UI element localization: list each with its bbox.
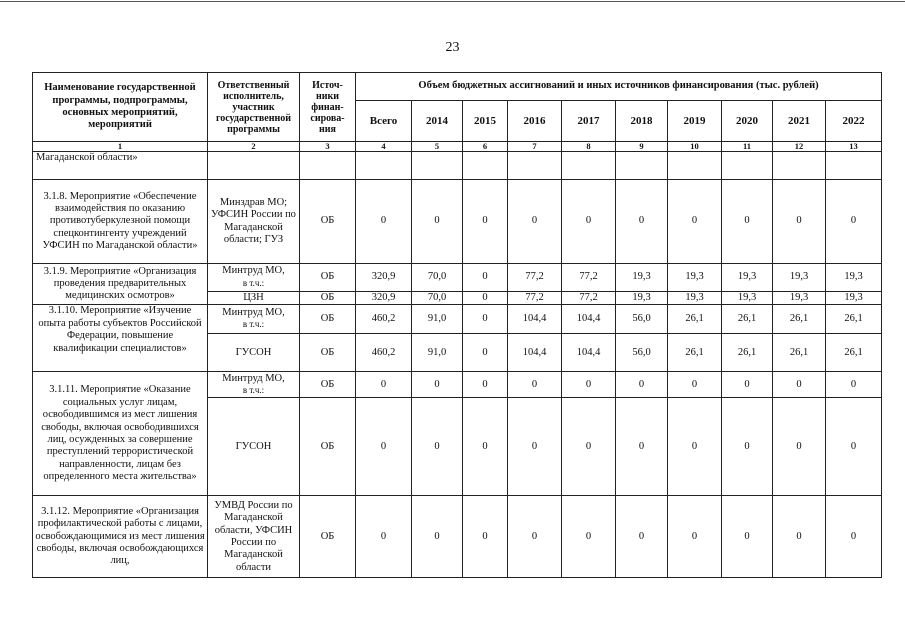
value-cell: 26,1: [826, 305, 882, 334]
empty-cell: [412, 152, 463, 180]
empty-cell: [616, 152, 668, 180]
value-cell: 0: [722, 372, 773, 398]
table-row: [33, 372, 882, 398]
value-cell: 19,3: [616, 292, 668, 305]
value-cell: 0: [508, 372, 562, 398]
column-number: 8: [562, 142, 616, 152]
value-cell: 0: [508, 180, 562, 264]
value-cell: 0: [412, 398, 463, 496]
value-cell: 0: [616, 398, 668, 496]
measure-name: 3.1.8. Мероприятие «Обеспечение взаимодействия по оказанию противотуберкулезной помощи спецконтингенту учреждений УФСИН по Магаданской области»: [33, 180, 208, 264]
value-cell: 70,0: [412, 292, 463, 305]
budget-table: [32, 72, 882, 578]
header-year: 2014: [412, 101, 463, 142]
header-total: Всего: [356, 101, 412, 142]
value-cell: 26,1: [668, 334, 722, 372]
column-number: 12: [773, 142, 826, 152]
value-cell: 0: [356, 496, 412, 578]
value-cell: 0: [463, 496, 508, 578]
value-cell: 56,0: [616, 334, 668, 372]
executor: ГУСОН: [208, 398, 300, 496]
empty-cell: [562, 152, 616, 180]
value-cell: 0: [562, 180, 616, 264]
column-number: 11: [722, 142, 773, 152]
empty-cell: [722, 152, 773, 180]
value-cell: 0: [508, 496, 562, 578]
value-cell: 0: [722, 398, 773, 496]
empty-cell: [300, 152, 356, 180]
funding-source: ОБ: [300, 264, 356, 292]
executor: Минздрав МО; УФСИН России по Магаданской области; ГУЗ: [208, 180, 300, 264]
value-cell: 26,1: [668, 305, 722, 334]
header-executor: Ответственный исполнитель, участник государственной программы: [208, 73, 300, 142]
header-volume: Объем бюджетных ассигнований и иных источников финансирования (тыс. рублей): [356, 73, 882, 101]
funding-source: ОБ: [300, 292, 356, 305]
funding-source: ОБ: [300, 372, 356, 398]
executor: ЦЗН: [208, 292, 300, 305]
executor-name: Минтруд МО,: [222, 265, 285, 277]
value-cell: 19,3: [668, 292, 722, 305]
value-cell: 0: [668, 496, 722, 578]
header-year: 2020: [722, 101, 773, 142]
value-cell: 0: [826, 372, 882, 398]
column-number-row: [33, 142, 882, 152]
value-cell: 77,2: [562, 292, 616, 305]
value-cell: 104,4: [562, 305, 616, 334]
empty-cell: [508, 152, 562, 180]
column-number: 2: [208, 142, 300, 152]
value-cell: 0: [722, 496, 773, 578]
value-cell: 19,3: [826, 264, 882, 292]
value-cell: 320,9: [356, 264, 412, 292]
value-cell: 0: [463, 398, 508, 496]
header-year: 2016: [508, 101, 562, 142]
value-cell: 26,1: [722, 334, 773, 372]
header-year: 2018: [616, 101, 668, 142]
empty-cell: [208, 152, 300, 180]
value-cell: 0: [773, 180, 826, 264]
funding-source: ОБ: [300, 180, 356, 264]
value-cell: 0: [773, 398, 826, 496]
header-row-1: [33, 73, 882, 101]
table-row: [33, 152, 882, 180]
value-cell: 0: [826, 398, 882, 496]
value-cell: 0: [562, 496, 616, 578]
value-cell: 0: [616, 372, 668, 398]
value-cell: 70,0: [412, 264, 463, 292]
value-cell: 26,1: [826, 334, 882, 372]
value-cell: 26,1: [722, 305, 773, 334]
table-row: [33, 305, 882, 334]
value-cell: 0: [826, 496, 882, 578]
executor: [208, 305, 300, 334]
empty-cell: [826, 152, 882, 180]
value-cell: 0: [412, 180, 463, 264]
funding-source: ОБ: [300, 334, 356, 372]
executor: ГУСОН: [208, 334, 300, 372]
value-cell: 26,1: [773, 334, 826, 372]
value-cell: 460,2: [356, 334, 412, 372]
value-cell: 0: [463, 334, 508, 372]
value-cell: 0: [722, 180, 773, 264]
funding-source: ОБ: [300, 305, 356, 334]
header-source: Источ-ники финан-сирова-ния: [300, 73, 356, 142]
value-cell: 19,3: [668, 264, 722, 292]
empty-cell: [668, 152, 722, 180]
table-row: [33, 496, 882, 578]
executor: [208, 264, 300, 292]
value-cell: 0: [463, 292, 508, 305]
value-cell: 19,3: [722, 264, 773, 292]
value-cell: 104,4: [508, 334, 562, 372]
value-cell: 77,2: [562, 264, 616, 292]
value-cell: 0: [412, 496, 463, 578]
header-year: 2017: [562, 101, 616, 142]
column-number: 7: [508, 142, 562, 152]
executor-name: Минтруд МО,: [222, 307, 285, 318]
value-cell: 19,3: [773, 264, 826, 292]
executor: УМВД России по Магаданской области, УФСИН России по Магаданской области: [208, 496, 300, 578]
value-cell: 0: [508, 398, 562, 496]
value-cell: 77,2: [508, 264, 562, 292]
header-year: 2015: [463, 101, 508, 142]
value-cell: 0: [356, 372, 412, 398]
header-year: 2022: [826, 101, 882, 142]
value-cell: 0: [668, 398, 722, 496]
value-cell: 26,1: [773, 305, 826, 334]
value-cell: 19,3: [722, 292, 773, 305]
value-cell: 0: [773, 496, 826, 578]
value-cell: 77,2: [508, 292, 562, 305]
value-cell: 0: [562, 398, 616, 496]
value-cell: 19,3: [773, 292, 826, 305]
value-cell: 0: [616, 496, 668, 578]
empty-cell: [463, 152, 508, 180]
executor-name: Минтруд МО,: [222, 372, 285, 384]
empty-cell: [773, 152, 826, 180]
value-cell: 0: [463, 264, 508, 292]
funding-source: ОБ: [300, 496, 356, 578]
value-cell: 19,3: [616, 264, 668, 292]
column-number: 5: [412, 142, 463, 152]
column-number: 1: [33, 142, 208, 152]
column-number: 3: [300, 142, 356, 152]
executor: [208, 372, 300, 398]
value-cell: 320,9: [356, 292, 412, 305]
value-cell: 56,0: [616, 305, 668, 334]
column-number: 6: [463, 142, 508, 152]
measure-name: 3.1.9. Мероприятие «Организация проведения предварительных медицинских осмотров»: [33, 264, 208, 305]
empty-cell: [356, 152, 412, 180]
value-cell: 0: [668, 372, 722, 398]
executor-note: в т.ч.:: [242, 319, 265, 330]
table-row: [33, 264, 882, 292]
value-cell: 0: [356, 180, 412, 264]
value-cell: 0: [562, 372, 616, 398]
value-cell: 0: [463, 372, 508, 398]
column-number: 4: [356, 142, 412, 152]
executor-note: в т.ч.:: [242, 384, 265, 395]
column-number: 13: [826, 142, 882, 152]
executor-note: в т.ч.:: [242, 277, 265, 288]
value-cell: 91,0: [412, 305, 463, 334]
header-year: 2019: [668, 101, 722, 142]
value-cell: 0: [463, 180, 508, 264]
measure-name: 3.1.11. Мероприятие «Оказание социальных услуг лицам, освободившимся из мест лишения свободы, включая освободившихся лиц, осужденных за совершение преступлений террористической направленности, лицам без определенного места жительства»: [33, 372, 208, 496]
value-cell: 0: [463, 305, 508, 334]
value-cell: 460,2: [356, 305, 412, 334]
measure-name: 3.1.12. Мероприятие «Организация профилактической работы с лицами, освобождающимися из мест лишения свободы, включая освобождающихся лиц,: [33, 496, 208, 578]
measure-name: 3.1.10. Мероприятие «Изучение опыта работы субъектов Российской Федерации, повышение квалификации специалистов»: [33, 305, 208, 372]
value-cell: 104,4: [508, 305, 562, 334]
page-number: 23: [445, 40, 460, 55]
value-cell: 0: [356, 398, 412, 496]
value-cell: 104,4: [562, 334, 616, 372]
measure-name: Магаданской области»: [33, 152, 208, 180]
column-number: 10: [668, 142, 722, 152]
value-cell: 19,3: [826, 292, 882, 305]
funding-source: ОБ: [300, 398, 356, 496]
column-number: 9: [616, 142, 668, 152]
header-year: 2021: [773, 101, 826, 142]
header-name: Наименование государственной программы, подпрограммы, основных мероприятий, мероприятий: [33, 73, 208, 142]
value-cell: 0: [826, 180, 882, 264]
top-rule: [0, 1, 905, 2]
value-cell: 0: [773, 372, 826, 398]
value-cell: 0: [668, 180, 722, 264]
value-cell: 91,0: [412, 334, 463, 372]
table-row: [33, 180, 882, 264]
value-cell: 0: [616, 180, 668, 264]
value-cell: 0: [412, 372, 463, 398]
